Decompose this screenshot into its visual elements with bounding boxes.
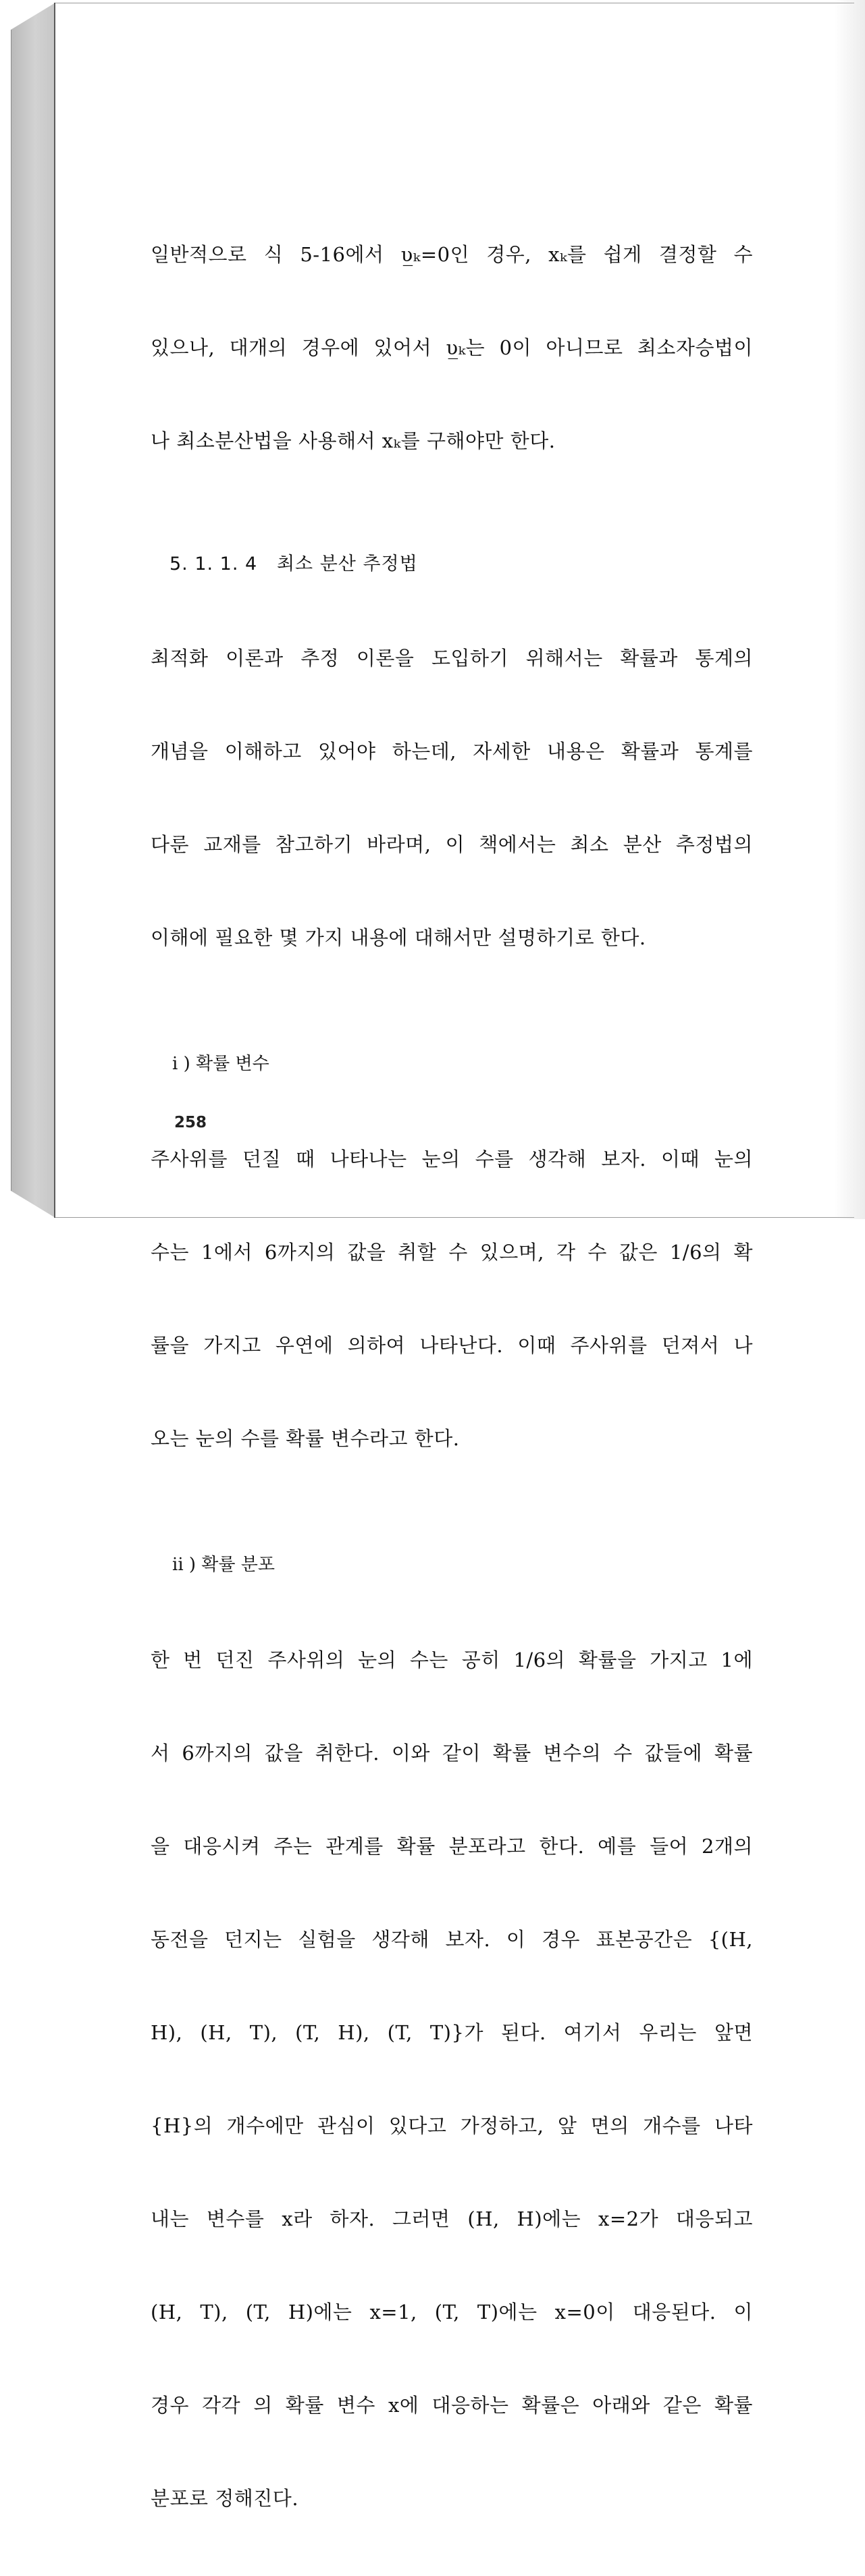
section-paragraph bbox=[151, 581, 753, 1015]
text-line: (H, T), (T, H)에는 x=1, (T, T)에는 x=0이 대응된다. 이 bbox=[151, 2301, 753, 2324]
text-line: 동전을 던지는 실험을 생각해 보자. 이 경우 표본공간은 {(H, bbox=[151, 1928, 753, 1951]
text-line: 개념을 이해하고 있어야 하는데, 자세한 내용은 확률과 통계를 bbox=[151, 740, 753, 763]
text-line: 다룬 교재를 참고하기 바라며, 이 책에서는 최소 분산 추정법의 bbox=[151, 833, 753, 856]
text-line: 률을 가지고 우연에 의하여 나타난다. 이때 주사위를 던져서 나 bbox=[151, 1334, 753, 1357]
text-line: 분포로 정해진다. bbox=[151, 2487, 299, 2510]
subsection-heading-random-variable: i ) 확률 변수 bbox=[172, 1054, 269, 1074]
text-line: {H}의 개수에만 관심이 있다고 가정하고, 앞 면의 개수를 나타 bbox=[151, 2114, 753, 2137]
page-content bbox=[151, 177, 753, 2576]
text-line: 서 6까지의 값을 취한다. 이와 같이 확률 변수의 수 값들에 확률 bbox=[151, 1742, 753, 1765]
text-line: 을 대응시켜 주는 관계를 확률 분포라고 한다. 예를 들어 2개의 bbox=[151, 1835, 753, 1858]
text-line: 오는 눈의 수를 확률 변수라고 한다. bbox=[151, 1427, 460, 1450]
page-edge-line bbox=[54, 3, 55, 1218]
text-line: 나 최소분산법을 사용해서 xₖ를 구해야만 한다. bbox=[151, 429, 556, 452]
intro-paragraph bbox=[151, 177, 753, 518]
text-line: 한 번 던진 주사위의 눈의 수는 공히 1/6의 확률을 가지고 1에 bbox=[151, 1648, 753, 1671]
page-number: 258 bbox=[174, 1114, 207, 1131]
text-line: 이해에 필요한 몇 가지 내용에 대해서만 설명하기로 한다. bbox=[151, 926, 646, 949]
text-line: 최적화 이론과 추정 이론을 도입하기 위해서는 확률과 통계의 bbox=[151, 647, 753, 670]
random-variable-paragraph bbox=[151, 1081, 753, 1516]
text-line: 내는 변수를 x라 하자. 그러면 (H, H)에는 x=2가 대응되고 bbox=[151, 2207, 753, 2230]
book-spine bbox=[11, 3, 55, 1218]
section-heading bbox=[151, 551, 753, 578]
text-line: 경우 각각 의 확률 변수 x에 대응하는 확률은 아래와 같은 확률 bbox=[151, 2394, 753, 2417]
text-line: 있으나, 대개의 경우에 있어서 υ̲ₖ는 0이 아니므로 최소자승법이 bbox=[151, 336, 753, 359]
page-right-shadow bbox=[834, 0, 865, 1219]
section-number: 5. 1. 1. 4 bbox=[169, 554, 258, 574]
subsection-heading-probability-distribution: ii ) 확률 분포 bbox=[172, 1555, 276, 1575]
text-line: 주사위를 던질 때 나타나는 눈의 수를 생각해 보자. 이때 눈의 bbox=[151, 1148, 753, 1171]
text-line: 일반적으로 식 5-16에서 υ̲ₖ=0인 경우, xₖ를 쉽게 결정할 수 bbox=[151, 243, 753, 266]
text-line: 수는 1에서 6까지의 값을 취할 수 있으며, 각 수 값은 1/6의 확 bbox=[151, 1241, 753, 1264]
text-line: H), (H, T), (T, H), (T, T)}가 된다. 여기서 우리는 앞면 bbox=[151, 2021, 753, 2044]
section-title: 최소 분산 추정법 bbox=[276, 554, 418, 574]
probability-distribution-paragraph bbox=[151, 1582, 753, 2576]
